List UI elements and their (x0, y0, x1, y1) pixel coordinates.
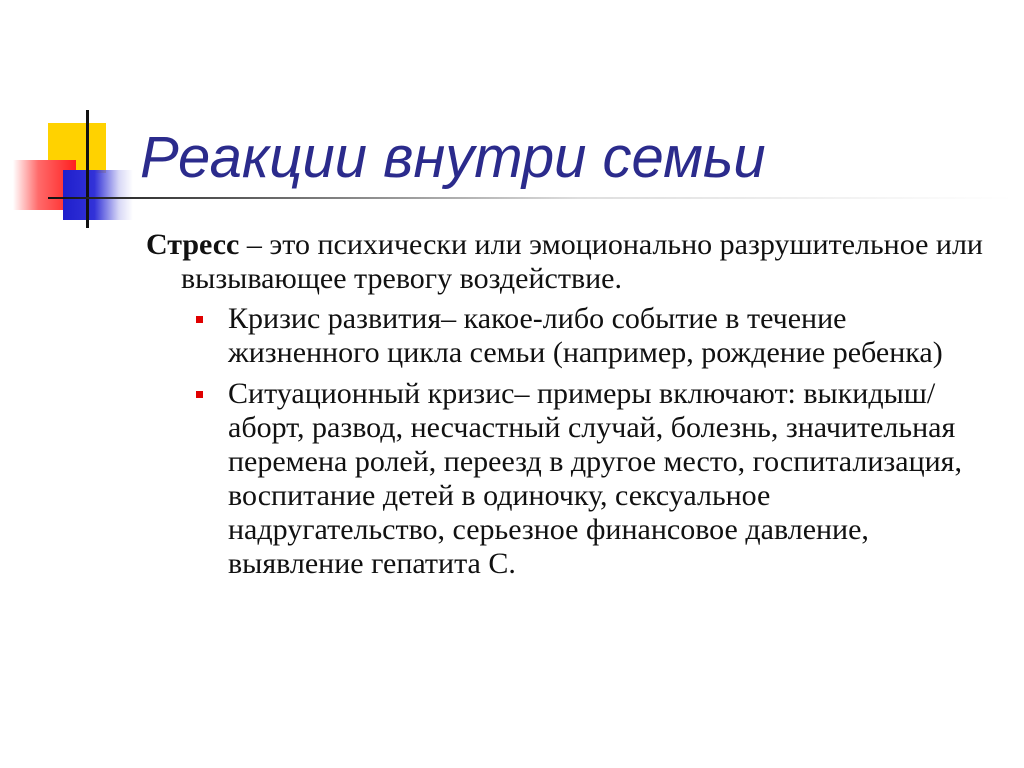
slide-body (146, 228, 986, 588)
red-square-bullet-icon (196, 391, 203, 398)
list-item (228, 377, 986, 581)
bullet-list (146, 302, 986, 581)
bullet-text: Ситуационный кризис– примеры включают: выкидыш/аборт, развод, несчастный случай, болезнь, значительная перемена ролей, переезд в другое место, госпитализация, воспитание детей в одиночку, сексуальное надругательство, серьезное финансовое давление, выявление гепатита С. (228, 377, 962, 580)
definition-paragraph (146, 228, 986, 296)
decor-blue-square (63, 170, 133, 220)
definition-text: – это психически или эмоционально разрушительное или вызывающее тревогу воздействие. (181, 228, 983, 295)
red-square-bullet-icon (196, 316, 203, 323)
bullet-text: Кризис развития– какое-либо событие в течение жизненного цикла семьи (например, рождение ребенка) (228, 302, 943, 369)
definition-term: Стресс (146, 228, 240, 261)
slide-title: Реакции внутри семьи (140, 125, 766, 190)
decor-vertical-line (86, 110, 89, 228)
list-item (228, 302, 986, 370)
title-underline (48, 197, 1013, 199)
